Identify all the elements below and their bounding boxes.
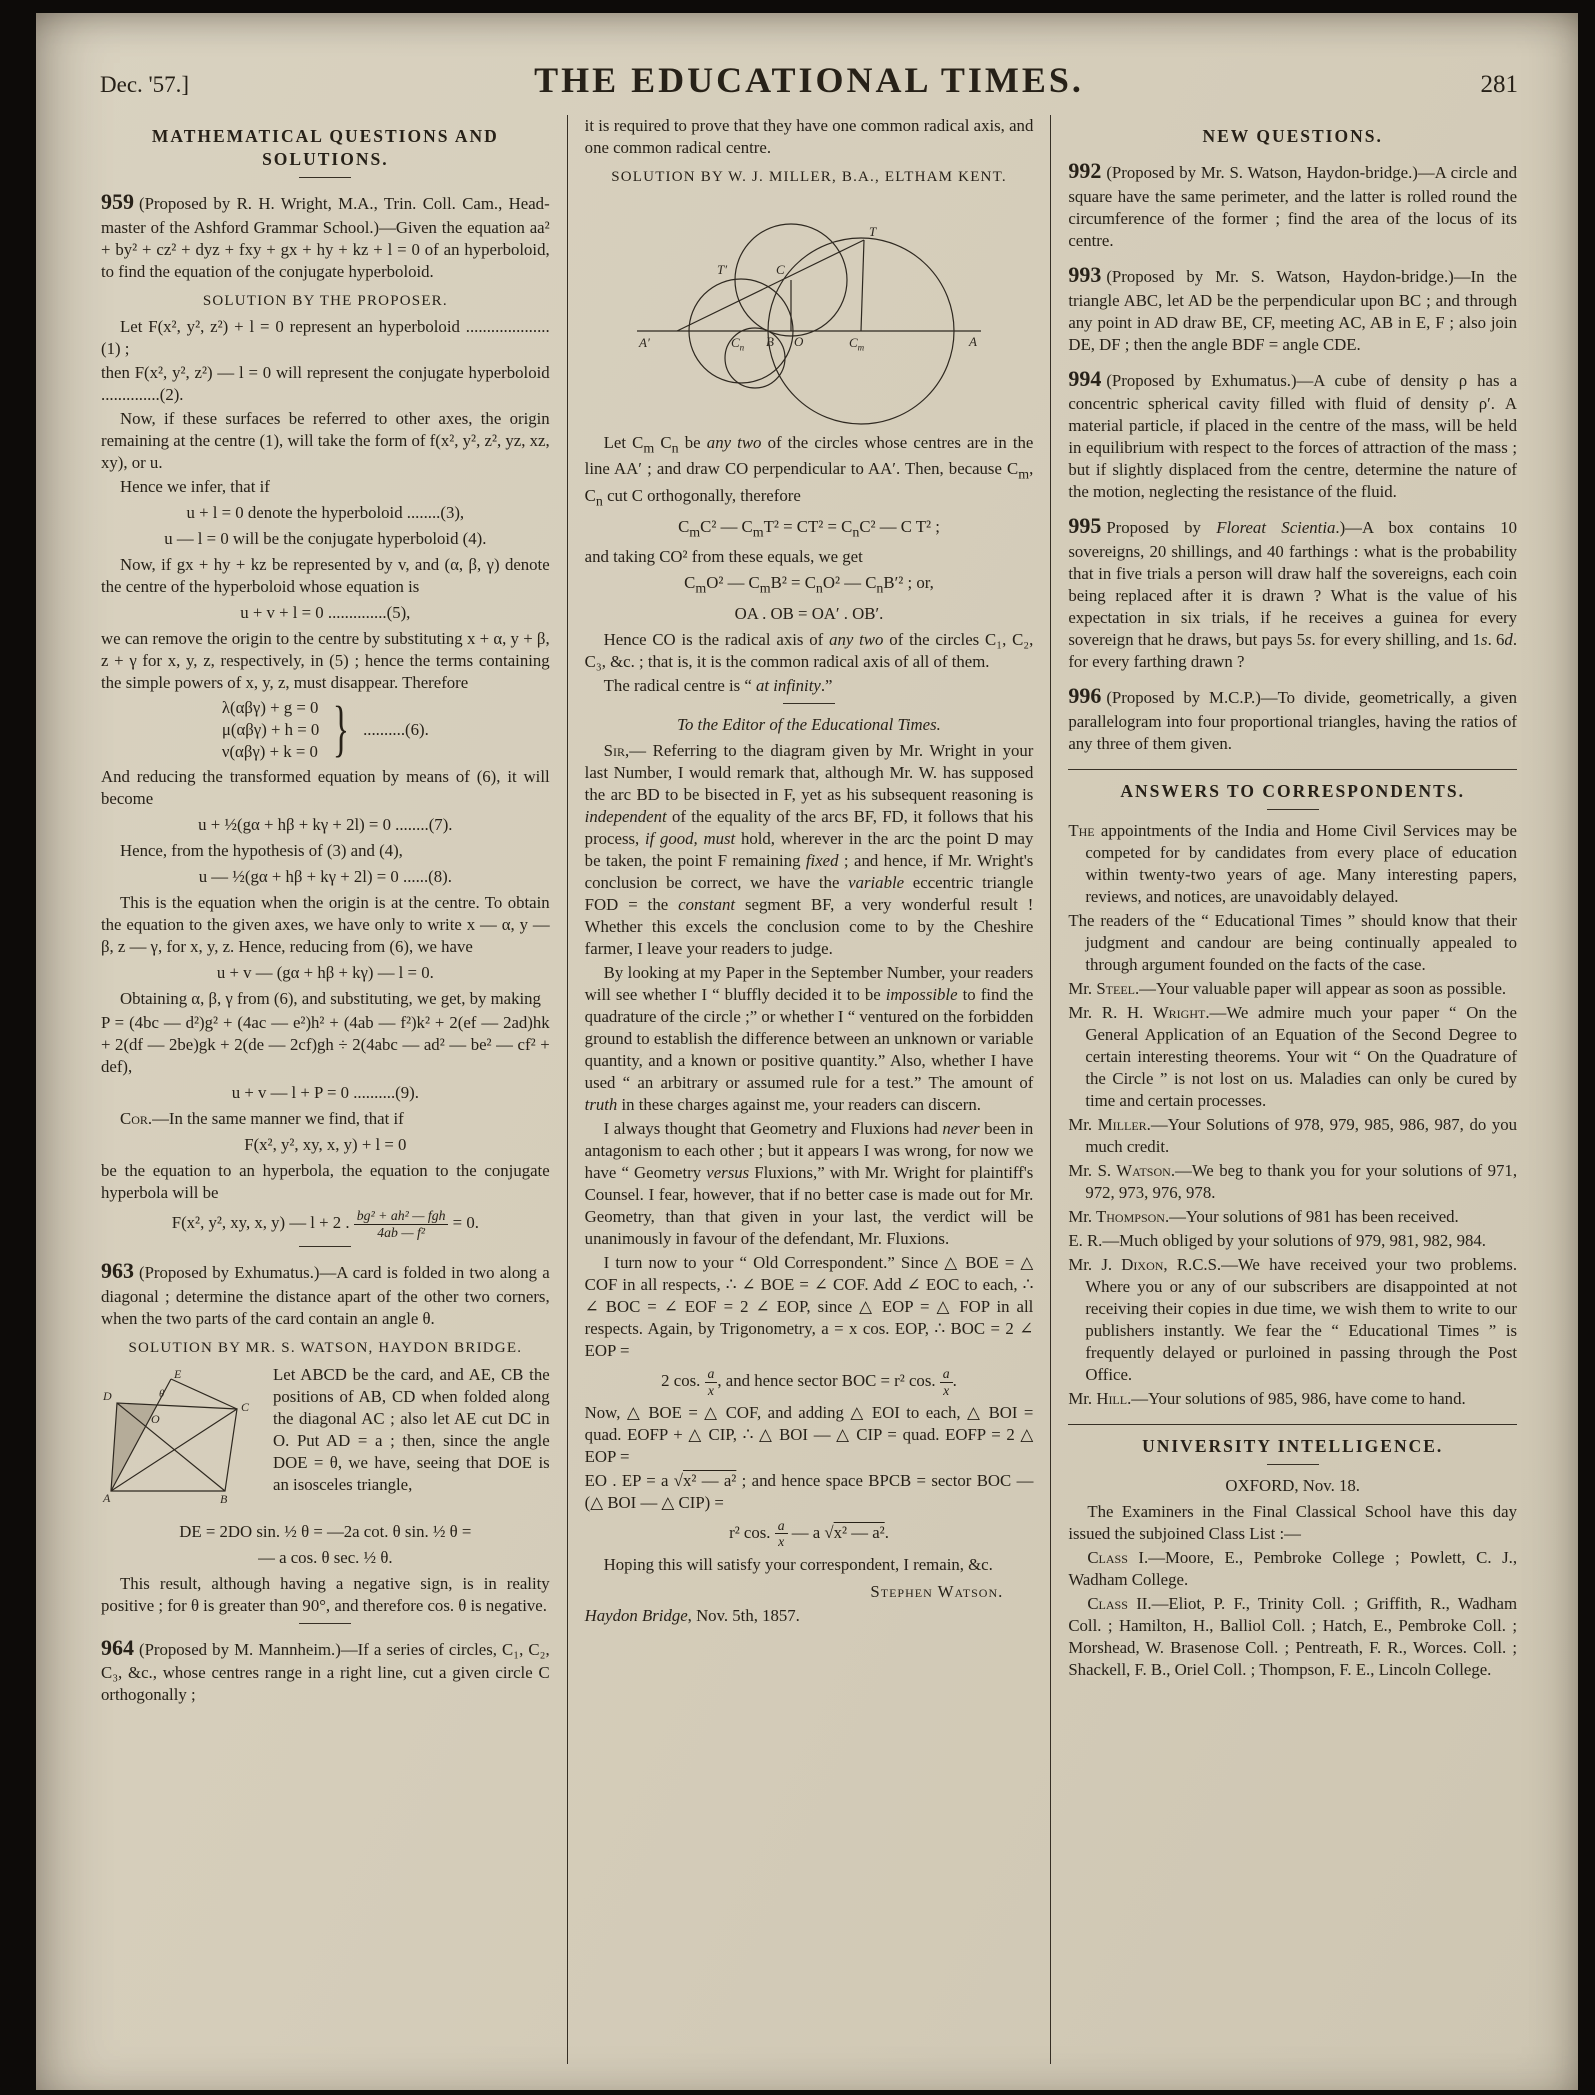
page-number: 281 [1480,71,1518,98]
math-line: $C_mO^2$ — $C_mB^2 = C_nO^2$ — $C_nB'^2$ ; or, [684,573,934,597]
paragraph: Let $C_m$ $C_n$ be any two of the circles whose centres are in the line AA′ ; and draw CO perpendicular to AA′. Then, because $C_m$, $C_n$ cut C orthogonally, therefore [584,432,1034,510]
paragraph: Hence we infer, that if [120,477,270,497]
correspondent-note: Mr. J. Dixon, R.C.S.—We have received your two problems. Where you or any of our subscribers are disappointed at not receiving their copies in due time, we wish them to write to our publishers instantly. We fear the “ Educational Times ” is frequently delayed or purloined in passing through the Post Office. [1068,1254,1518,1384]
math-line: F(x², y², xy, x, y) + l = 0 [244,1135,407,1155]
question-paragraph: 992 (Proposed by Mr. S. Watson, Haydon-bridge.)—A circle and square have the same perimeter, and the latter is rolled round the circumference of the former ; find the area of the locus of its centre. [1068,157,1518,250]
question-number: 994 [1068,365,1102,391]
divider-flourish [299,1623,351,1624]
section-heading: MATHEMATICAL QUESTIONS AND SOLUTIONS. [151,126,499,169]
paragraph: it is required to prove that they have one common radical axis, and one common radical centre. [584,116,1034,157]
paragraph: Class II.—Eliot, P. F., Trinity Coll. ; Griffith, R., Wadham Coll. ; Hamilton, H., Balliol Coll. ; Hatch, E., Pembroke Coll. ; Morshead, W. Brasenose Coll. ; Pentreath, F. R., Worces. Coll. ; Shackell, F. B., Oriel Coll. ; Thompson, F. E., Lincoln College. [1068,1593,1518,1679]
svg-text:O: O [794,333,804,349]
paragraph: Obtaining α, β, γ from (6), and substituting, we get, by making [120,989,541,1009]
divider-flourish [783,703,835,704]
paragraph: This is the equation when the origin is at the centre. To obtain the equation to the given axes, we have only to write x — α, y — β, z — γ, for x, y, z. Hence, reducing from (6), we have [101,893,550,957]
svg-text:D: D [103,1388,112,1403]
question-paragraph: 995 Proposed by Floreat Scientia.)—A box contains 10 sovereigns, 20 shillings, and 40 farthings : what is the probability that in five trials a person will draw half the sovereigns, each coin being replaced after it is drawn ? What is the value of his expectation in six trials, if he receives a guinea for every sovereign that he draws, but pays 5s. for every shilling, and 1s. 6d. for every farthing drawn ? [1068,513,1518,672]
correspondent-note: Mr. Hill.—Your solutions of 985, 986, have come to hand. [1068,1388,1466,1408]
paragraph: P = (4bc — d²)g² + (4ac — e²)h² + (4ab — f²)k² + 2(ef — 2ad)hk + 2(df — 2be)gk + 2(de — 2cf)gh ÷ 2(4abc — ad² — be² — cf² + def), [101,1013,550,1077]
paragraph: Haydon Bridge, Nov. 5th, 1857. [584,1605,800,1625]
correspondent-note: The readers of the “ Educational Times ” should know that their judgment and candour are being continually appealed to through argument founded on the facts of the case. [1068,910,1518,974]
question-number: 992 [1068,157,1102,183]
paragraph: we can remove the origin to the centre by substituting x + α, y + β, z + γ for x, y, z, respectively, in (5) ; hence the terms containing the simple powers of x, y, z, must disappear. Therefore [101,629,550,693]
folded-card-figure [101,1367,261,1515]
paragraph: Class I.—Moore, E., Pembroke College ; Powlett, C. J., Wadham College. [1068,1547,1518,1589]
paragraph: and taking CO² from these equals, we get [584,547,863,567]
figure-with-text: D E C O A B θ Let ABCD be the card, and AE, CB the positions of AB, CD when folded along the diagonal AC ; also let AE cut DC in O. Put AD = a ; then, since the angle DOE = θ, we have, seeing that DOE is an isosceles triangle, [101,1364,550,1517]
math-line: $C_mC^2$ — $C_mT^2 = CT^2 = C_nC^2$ — C T² ; [678,516,940,541]
paragraph: By looking at my Paper in the September Number, your readers will see whether I “ bluffly decided it to be impossible to find the quadrature of the circle ;” or whether I “ ventured on the forbidden ground to establish the difference between an unknown or variable quantity, and a known or positive quantity.” Also, whether I have used “ an arbitrary or assumed rule for a test.” The amount of truth in these charges against me, your readers can discern. [584,963,1034,1115]
question-paragraph: 959 (Proposed by R. H. Wright, M.A., Trin. Coll. Cam., Head-master of the Ashford Grammar School.)—Given the equation aa² + by² + cz² + dyz + fxy + gx + hy + kz + l = 0 of an hyperboloid, to find the equation of the conjugate hyperboloid. [101,188,550,281]
correspondent-note: The appointments of the India and Home Civil Services may be competed for by candidates from every place of education within twenty-two years of age. Many interesting papers, reviews, and notices, are unavoidably delayed. [1068,820,1518,906]
orthogonal-circles-figure [585,196,1034,426]
svg-text:Cm: $C_m$ [849,334,865,353]
correspondent-note: E. R.—Much obliged by your solutions of 979, 981, 982, 984. [1068,1230,1486,1250]
divider-flourish [1267,1464,1319,1465]
svg-text:O: O [151,1411,160,1426]
solution-byline: SOLUTION BY THE PROPOSER. [202,292,448,309]
masthead-title: THE EDUCATIONAL TIMES. [534,60,1084,100]
paragraph: be the equation to an hyperbola, the equation to the conjugate hyperbola will be [101,1161,550,1203]
section-heading: NEW QUESTIONS. [1202,126,1383,146]
equation-group: λ(αβγ) + g = 0 μ(αβγ) + h = 0 ν(αβγ) + k = 0 } ..........(6). [221,695,429,764]
svg-text:A: A [103,1490,111,1505]
orthogonal-circles-figure [633,196,985,426]
section-heading: ANSWERS TO CORRESPONDENTS. [1120,780,1465,801]
paragraph: Hence CO is the radical axis of any two of the circles C₁, C₂, C₃, &c. ; that is, it is the common radical axis of all of them. [584,630,1034,672]
paragraph: Sir,— Referring to the diagram given by Mr. Wright in your last Number, I would remark that, although Mr. W. has supposed the arc BD to be bisected in F, yet as his subsequent reasoning is independent of the equality of the arcs BF, FD, it follows that his process, if good, must hold, wherever in the arc the point D may be taken, the point F remaining fixed ; and hence, if Mr. Wright's conclusion be correct, we have the variable eccentric triangle FOD = the constant segment BF, a very wonderful result ! Whether this excels the conclusion come to by the Cheshire farmer, I leave your readers to judge. [584,741,1034,959]
correspondent-note: Mr. Miller.—Your Solutions of 978, 979, 985, 986, 987, do you much credit. [1068,1114,1518,1156]
math-line: OA . OB = OA′ . OB′. [734,604,884,624]
paragraph: Now, if these surfaces be referred to other axes, the origin remaining at the centre (1), will take the form of f(x², y², z², yz, xz, xy), or u. [101,409,550,473]
section-heading: UNIVERSITY INTELLIGENCE. [1142,1435,1444,1456]
divider-flourish [1267,809,1319,810]
solution-byline: SOLUTION BY MR. S. WATSON, HAYDON BRIDGE. [128,1339,523,1356]
column-2 [567,115,1051,2064]
paragraph: then F(x², y², z²) — l = 0 will represent the conjugate hyperboloid ..............(2). [101,363,550,405]
math-line: u + v + l = 0 ..............(5), [240,603,411,623]
divider-flourish [299,1246,351,1247]
newspaper-page [36,13,1578,2090]
svg-text:T′: T′ [717,261,728,277]
paragraph: This result, although having a negative sign, is in reality positive ; for θ is greater than 90°, and therefore cos. θ is negative. [101,1573,550,1615]
question-paragraph: 996 (Proposed by M.C.P.)—To divide, geometrically, a given parallelogram into four proportional triangles, having the ratios of any three of them given. [1068,683,1518,753]
math-line: — a cos. θ sec. ½ θ. [258,1547,393,1567]
paragraph: Now, △ BOE = △ COF, and adding △ EOI to each, △ BOI = quad. EOFP + △ CIP, ∴ △ BOI — △ CIP = quad. EOFP = 2 △ EOP = [584,1402,1034,1466]
paragraph: I always thought that Geometry and Fluxions had never been in antagonism to each other ; but it appears I was wrong, for now we have “ Geometry versus Fluxions,” with Mr. Wright for plaintiff's Counsel. I fear, however, that if no better case is made out for Mr. Geometry, than that given in your last, the verdict will be unanimously in favour of the defendant, Mr. Fluxions. [584,1119,1034,1249]
divider-flourish [299,177,351,178]
question-paragraph: 993 (Proposed by Mr. S. Watson, Haydon-bridge.)—In the triangle ABC, let AD be the perpendicular upon BC ; and through any point in AD draw BE, CF, meeting AC, AB in E, F ; also join DE, DF ; then the angle BDF = angle CDE. [1068,261,1518,354]
paragraph: Hoping this will satisfy your correspondent, I remain, &c. [603,1554,993,1574]
svg-text:C: C [776,261,785,277]
equation: F(x², y², xy, x, y) — l + 2 . bg² + ah² — fgh 4ab — f² = 0. [171,1208,479,1240]
correspondent-note: Mr. Steel.—Your valuable paper will appear as soon as possible. [1068,978,1507,998]
paragraph: I turn now to your “ Old Correspondent.” Since △ BOE = △ COF in all respects, ∴ ∠ BOE = ∠ COF. Add ∠ EOC to each, ∴ ∠ BOC = ∠ EOF = 2 ∠ EOP, since △ EOP = △ FOP in all respects. Again, by Trigonometry, a = x cos. EOP, ∴ BOC = 2 ∠ EOP = [584,1253,1034,1361]
paragraph: Cor.—In the same manner we find, that if [120,1109,404,1129]
math-line: r² cos. $\frac{a}{x}$ — a √x² — a². [729,1517,889,1550]
question-number: 993 [1068,261,1102,287]
question-paragraph: 964 (Proposed by M. Mannheim.)—If a series of circles, C₁, C₂, C₃, &c., whose centres range in a right line, cut a given circle C orthogonally ; [101,1634,550,1705]
column-3 [1050,115,1534,2064]
column-layout [36,107,1578,2064]
centered-text: OXFORD, Nov. 18. [1225,1475,1360,1495]
correspondent-note: Mr. R. H. Wright.—We admire much your paper “ On the General Application of an Equation of the Second Degree to certain interesting theorems. Your wit “ On the Quadrature of the Circle ” is not lost on us. Maladies can only be cured by time and certain processes. [1068,1002,1518,1110]
math-line: u + ½(gα + hβ + kγ + 2l) = 0 ........(7). [198,815,453,835]
paragraph: The radical centre is “ at infinity.” [603,676,833,696]
svg-text:C: C [241,1399,250,1414]
svg-text:θ: θ [159,1387,165,1400]
math-line: u — l = 0 will be the conjugate hyperboloid (4). [164,529,487,549]
paragraph: Let F(x², y², z²) + l = 0 represent an hyperboloid ....................(1) ; [101,317,550,359]
math-line: 2 cos. $\frac{a}{x}$ , and hence sector BOC = r² cos. $\frac{a}{x}$ . [661,1366,957,1398]
question-number: 964 [101,1634,134,1660]
signature: Stephen Watson. [870,1581,1004,1601]
section-rule [1068,1424,1517,1425]
svg-text:Cn: $C_n$ [731,334,745,353]
paragraph: The Examiners in the Final Classical School have this day issued the subjoined Class List :— [1068,1501,1518,1543]
paragraph: Now, if gx + hy + kz be represented by v, and (α, β, γ) denote the centre of the hyperboloid whose equation is [101,555,550,597]
correspondent-note: Mr. S. Watson.—We beg to thank you for your solutions of 971, 972, 973, 976, 978. [1068,1160,1518,1202]
question-paragraph: 963 (Proposed by Exhumatus.)—A card is folded in two along a diagonal ; determine the distance apart of the other two corners, when the two parts of the card contain an angle θ. [101,1258,550,1328]
correspondent-note: Mr. Thompson.—Your solutions of 981 has been received. [1068,1206,1459,1226]
svg-text:T: T [869,223,877,239]
paragraph: Hence, from the hypothesis of (3) and (4), [120,841,403,861]
question-number: 963 [101,1258,134,1284]
section-rule [1068,769,1517,770]
column-1 [84,115,567,2064]
folded-card-figure [101,1367,261,1509]
math-line: u — ½(gα + hβ + kγ + 2l) = 0 ......(8). [198,867,452,887]
svg-text:B: B [220,1491,228,1506]
question-number: 996 [1068,683,1102,709]
math-line: DE = 2DO sin. ½ θ = —2a cot. θ sin. ½ θ = [179,1521,472,1541]
paragraph: EO . EP = a √x² — a² ; and hence space BPCB = sector BOC — (△ BOI — △ CIP) = [584,1470,1034,1512]
svg-text:A′: A′ [639,334,650,350]
paragraph: And reducing the transformed equation by means of (6), it will become [101,767,550,809]
svg-text:E: E [174,1366,182,1381]
question-number: 995 [1068,513,1102,539]
svg-text:B: B [766,333,774,349]
math-line: u + v — (gα + hβ + kγ) — l = 0. [216,963,434,983]
solution-byline: SOLUTION BY W. J. MILLER, B.A., ELTHAM KENT. [611,169,1007,185]
math-line: u + v — l + P = 0 ..........(9). [231,1083,419,1103]
math-line: u + l = 0 denote the hyperboloid ........(3), [186,503,465,523]
page-header [36,13,1578,107]
question-paragraph: 994 (Proposed by Exhumatus.)—A cube of density ρ has a concentric spherical cavity filled with fluid of density ρ′. A material particle, if placed in the centre of the mass, will be held in equilibrium with respect to the forces of attraction of the mass ; but if slightly displaced from the centre, determine the nature of the motion, neglecting the resistance of the fluid. [1068,365,1518,502]
issue-date: Dec. '57.] [100,72,190,97]
svg-text:A: A [969,333,977,349]
editor-address: To the Editor of the Educational Times. [677,715,941,735]
question-number: 959 [101,188,134,214]
